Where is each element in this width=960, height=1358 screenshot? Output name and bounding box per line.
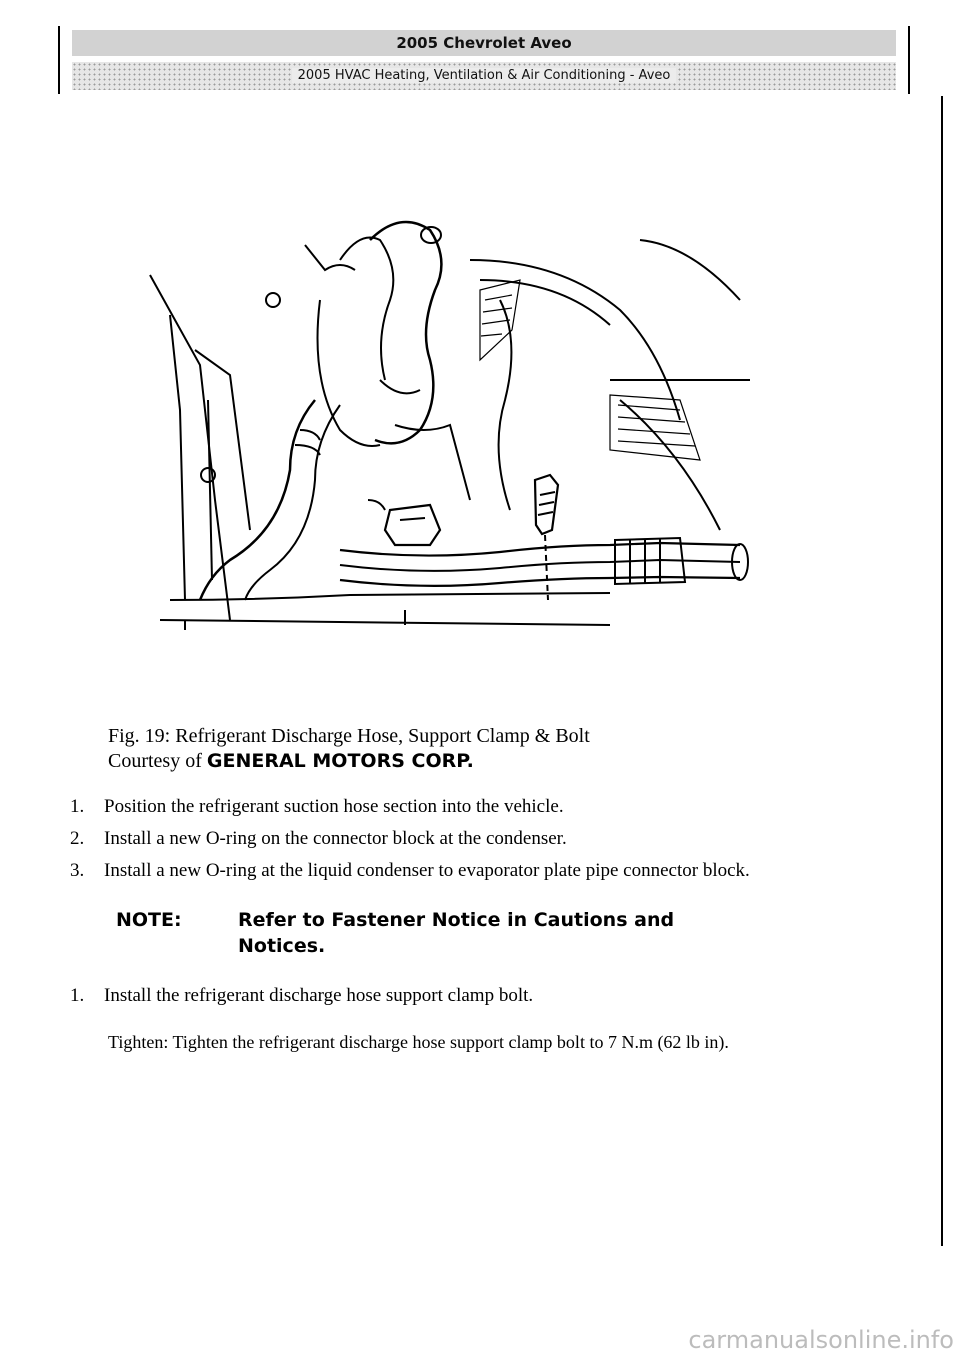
courtesy-company: GENERAL MOTORS CORP. [206, 750, 474, 772]
step-item [70, 984, 910, 1008]
step-text: Install the refrigerant discharge hose support clamp bolt. [104, 985, 534, 1006]
courtesy-label: Courtesy of [108, 750, 207, 772]
step-item [70, 795, 910, 819]
step-number: 2. [70, 828, 85, 849]
page-border-right [941, 96, 943, 1246]
watermark-text: carmanualsonline.info [688, 1326, 954, 1354]
step-text: Install a new O-ring at the liquid condenser to evaporator plate pipe connector block. [104, 860, 750, 881]
tighten-spec: Tighten: Tighten the refrigerant discharge hose support clamp bolt to 7 N.m (62 lb in). [108, 1032, 729, 1052]
subtitle-text: 2005 HVAC Heating, Ventilation & Air Conditioning - Aveo [292, 68, 677, 83]
step-item [70, 827, 910, 851]
page-header [58, 26, 910, 94]
figure-caption-courtesy [108, 749, 590, 774]
step-item [70, 859, 910, 883]
step-number: 1. [70, 985, 85, 1006]
step-text: Position the refrigerant suction hose section into the vehicle. [104, 796, 564, 817]
step-number: 3. [70, 860, 85, 881]
note-text: Refer to Fastener Notice in Cautions and Notices. [238, 909, 675, 957]
note-label: NOTE: [116, 909, 182, 931]
step-text: Install a new O-ring on the connector block at the condenser. [104, 828, 567, 849]
document-title: 2005 Chevrolet Aveo [72, 30, 896, 56]
document-subtitle [72, 62, 896, 90]
figure-caption-title: Fig. 19: Refrigerant Discharge Hose, Support Clamp & Bolt [108, 725, 590, 747]
refrigerant-hose-illustration [140, 200, 750, 645]
figure-caption [108, 724, 590, 774]
step-number: 1. [70, 796, 85, 817]
